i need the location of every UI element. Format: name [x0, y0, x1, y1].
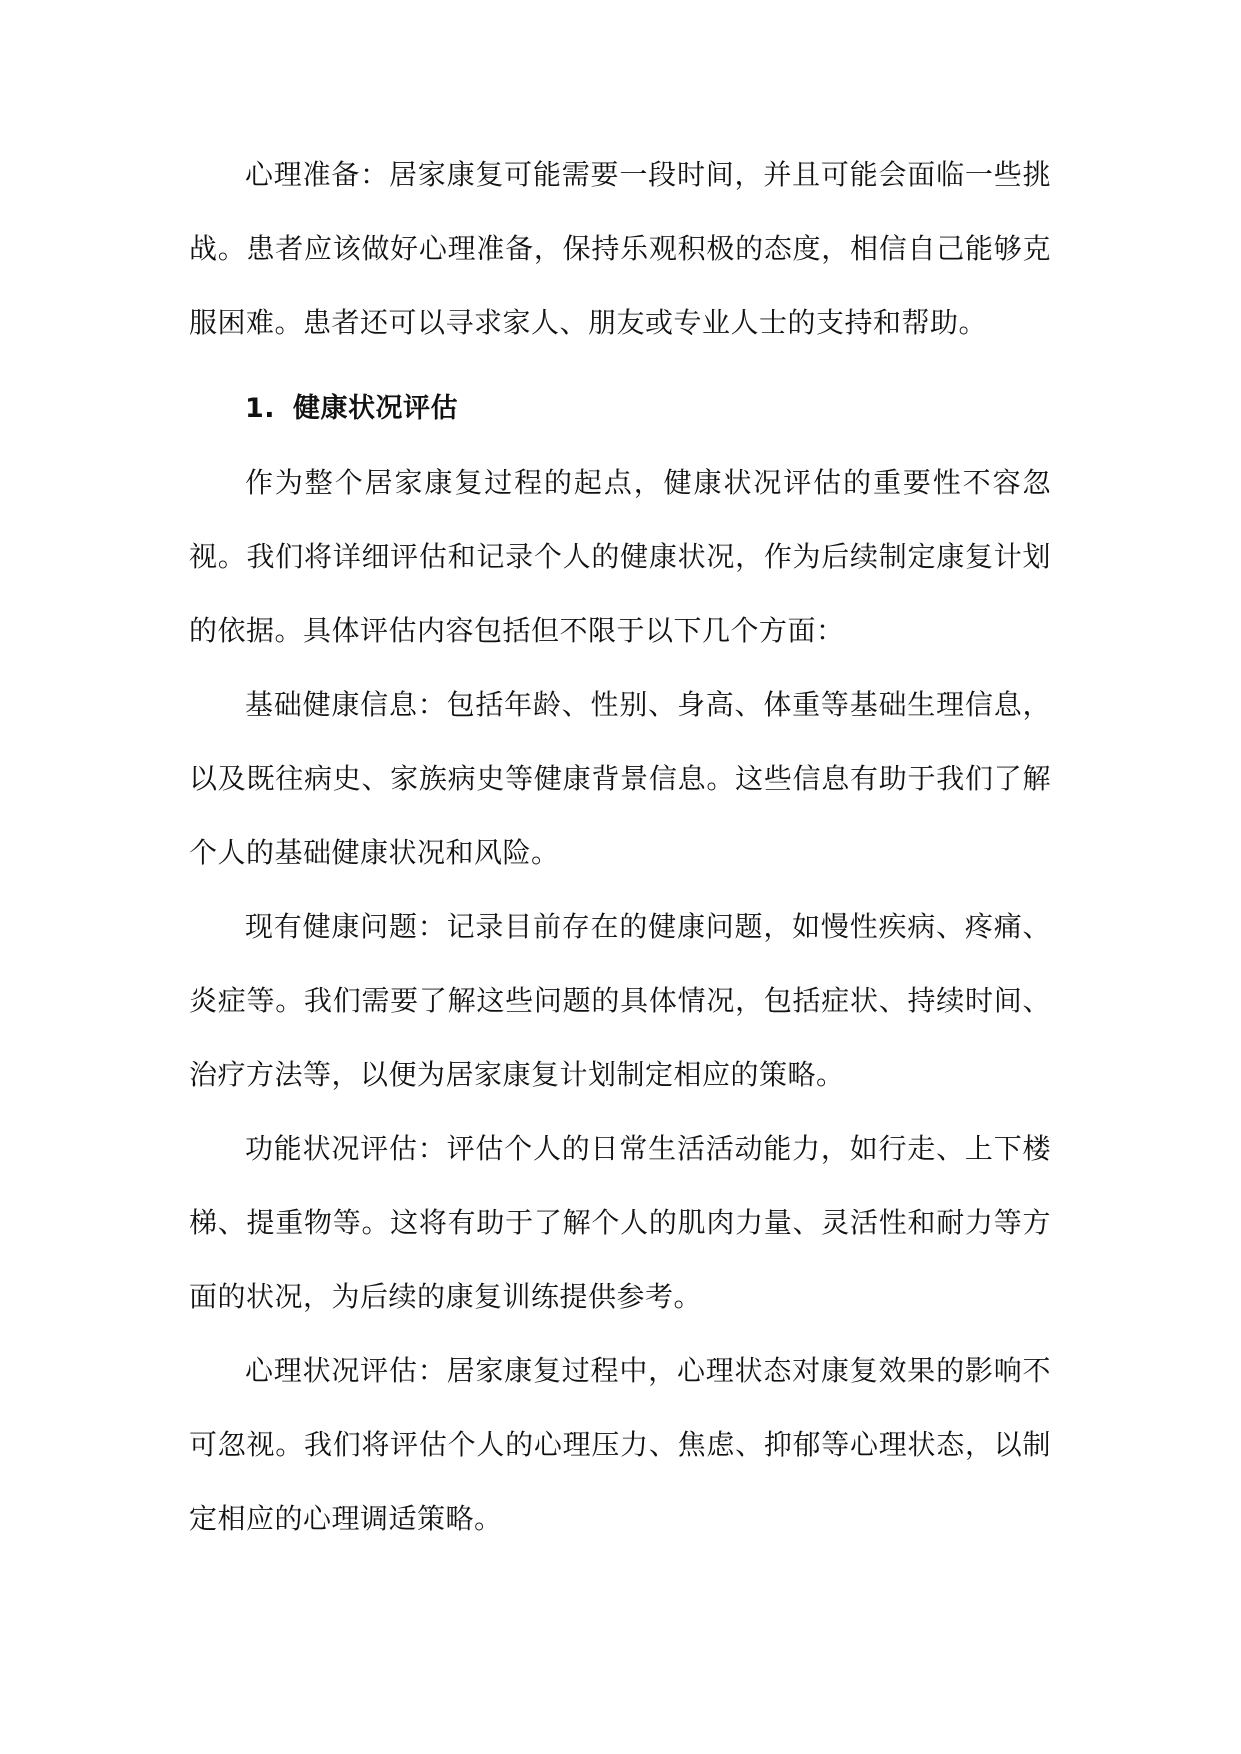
- section-title: 健康状况评估: [293, 393, 459, 424]
- paragraph-current-health-issues: 现有健康问题：记录目前存在的健康问题，如慢性疾病、疼痛、炎症等。我们需要了解这些问题的具体情况，包括症状、持续时间、治疗方法等，以便为居家康复计划制定相应的策略。: [189, 910, 1051, 1091]
- paragraph-psychological-assessment: 心理状况评估：居家康复过程中，心理状态对康复效果的影响不可忽视。我们将评估个人的心理压力、焦虑、抑郁等心理状态，以制定相应的心理调适策略。: [189, 1354, 1051, 1535]
- paragraph-psychological-preparation: 心理准备：居家康复可能需要一段时间，并且可能会面临一些挑战。患者应该做好心理准备，保持乐观积极的态度，相信自己能够克服困难。患者还可以寻求家人、朋友或专业人士的支持和帮助。: [189, 158, 1051, 339]
- paragraph-functional-assessment: 功能状况评估：评估个人的日常生活活动能力，如行走、上下楼梯、提重物等。这将有助于了解个人的肌肉力量、灵活性和耐力等方面的状况，为后续的康复训练提供参考。: [189, 1132, 1051, 1313]
- paragraph-basic-health-info: 基础健康信息：包括年龄、性别、身高、体重等基础生理信息，以及既往病史、家族病史等健康背景信息。这些信息有助于我们了解个人的基础健康状况和风险。: [189, 688, 1051, 869]
- document-body: [189, 138, 1051, 1556]
- paragraph-intro: 作为整个居家康复过程的起点，健康状况评估的重要性不容忽视。我们将详细评估和记录个人的健康状况，作为后续制定康复计划的依据。具体评估内容包括但不限于以下几个方面：: [189, 466, 1051, 647]
- section-number: 1.: [245, 393, 276, 424]
- section-heading: [189, 372, 1051, 446]
